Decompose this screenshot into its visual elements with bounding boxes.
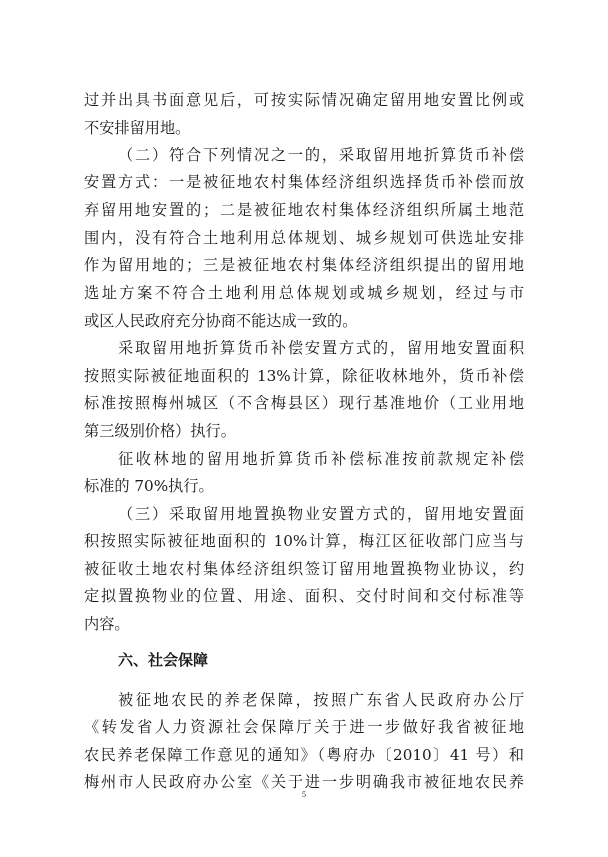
text-line: 作为留用地的；三是被征地农村集体经济组织提出的留用地: [84, 256, 524, 274]
text-line: 标准的 70%执行。: [84, 477, 214, 495]
text-line: 第三级别价格）执行。: [84, 422, 236, 440]
text-line: 选址方案不符合土地利用总体规划或城乡规划，经过与市: [84, 284, 524, 302]
text-line: 或区人民政府充分协商不能达成一致的。: [84, 312, 358, 330]
text-line: 内容。: [84, 615, 130, 633]
text-line: 积按照实际被征地面积的 10%计算，梅江区征收部门应当与: [84, 532, 524, 550]
text-line: 标准按照梅州城区（不含梅县区）现行基准地价（工业用地: [84, 394, 524, 412]
text-line: 定拟置换物业的位置、用途、面积、交付时间和交付标准等: [84, 587, 524, 605]
section-heading: 六、社会保障: [118, 651, 209, 669]
page-number: 5: [302, 790, 306, 799]
text-line: 梅州市人民政府办公室《关于进一步明确我市被征地农民养: [84, 773, 524, 791]
text-line: 弃留用地安置的；二是被征地农村集体经济组织所属土地范: [84, 201, 524, 219]
text-line: 《转发省人力资源社会保障厅关于进一步做好我省被征地: [84, 718, 524, 736]
text-line: 围内，没有符合土地利用总体规划、城乡规划可供选址安排: [84, 229, 524, 247]
text-line: 农民养老保障工作意见的通知》（粤府办〔2010〕41 号）和: [84, 746, 524, 764]
text-line: 被征地农民的养老保障，按照广东省人民政府办公厅: [118, 691, 524, 709]
text-line: 采取留用地折算货币补偿安置方式的，留用地安置面积: [118, 339, 524, 357]
text-line: 按照实际被征地面积的 13%计算，除征收林地外，货币补偿: [84, 367, 524, 385]
text-line: 征收林地的留用地折算货币补偿标准按前款规定补偿: [118, 450, 524, 468]
text-line: 安置方式：一是被征地农村集体经济组织选择货币补偿而放: [84, 173, 524, 191]
text-line: 过并出具书面意见后，可按实际情况确定留用地安置比例或: [84, 91, 524, 109]
text-line: 不安排留用地。: [84, 119, 191, 137]
text-line: （二）符合下列情况之一的，采取留用地折算货币补偿: [118, 146, 524, 164]
text-line: 被征收土地农村集体经济组织签订留用地置换物业协议，约: [84, 560, 524, 578]
text-line: （三）采取留用地置换物业安置方式的，留用地安置面: [118, 505, 524, 523]
